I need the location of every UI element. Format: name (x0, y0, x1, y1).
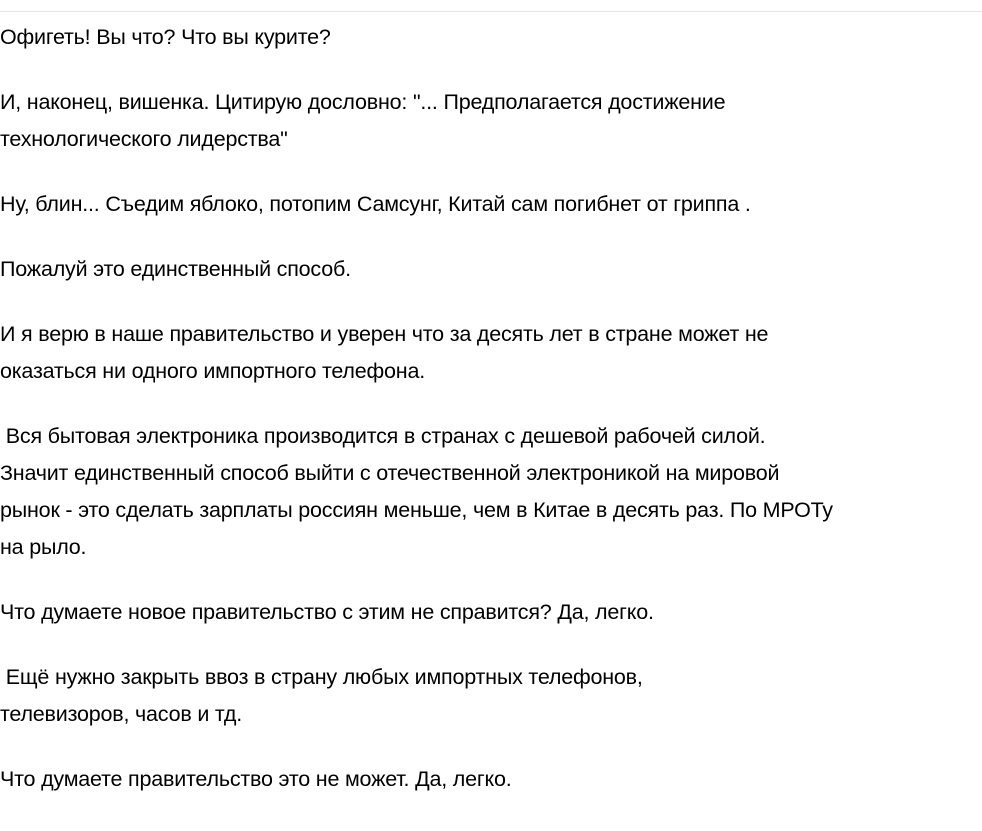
paragraph-7: Что думаете новое правительство с этим не справится? Да, легко. (0, 600, 654, 624)
paragraph-4: Пожалуй это единственный способ. (0, 257, 351, 281)
top-divider (0, 11, 982, 12)
paragraph-8: Ещё нужно закрыть ввоз в страну любых импортных телефонов, телевизоров, часов и тд. (0, 665, 649, 726)
article-body (0, 19, 850, 826)
paragraph-6: Вся бытовая электроника производится в странах с дешевой рабочей силой. Значит единственный способ выйти с отечественной электроникой на мировой рынок - это сделать зарплаты россиян меньше, чем в Китае в десять раз. По МРОТу на рыло. (0, 424, 839, 559)
paragraph-5: И я верю в наше правительство и уверен что за десять лет в стране может не оказаться ни одного импортного телефона. (0, 322, 775, 383)
paragraph-9: Что думаете правительство это не может. Да, легко. (0, 767, 512, 791)
paragraph-2: И, наконец, вишенка. Цитирую дословно: "... Предполагается достижение технологического лидерства" (0, 90, 732, 151)
paragraph-3: Ну, блин... Съедим яблоко, потопим Самсунг, Китай сам погибнет от гриппа . (0, 192, 751, 216)
paragraph-1: Офигеть! Вы что? Что вы курите? (0, 25, 331, 49)
